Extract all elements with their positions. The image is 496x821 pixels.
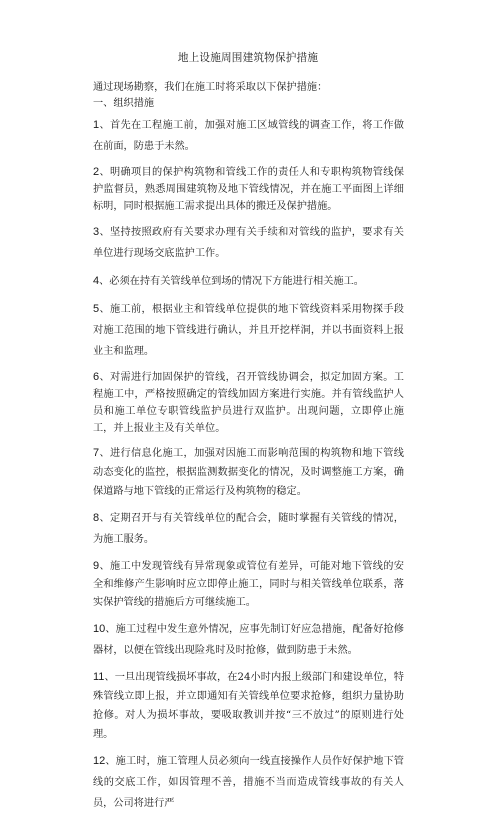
item-number: 7: [93, 447, 100, 459]
item-number: 4: [93, 275, 100, 287]
item-number: 2: [93, 166, 100, 178]
item-number: 10: [93, 623, 106, 635]
item-text: 、施工时，施工管理人员必须向一线直接操作人员作好保护地下管线的交底工作，如因管理不善，措施不当而造成管线事故的有关人员，公司将进行严: [93, 756, 404, 809]
item-text: 、进行信息化施工，加强对因施工而影响范围的构筑物和地下管线动态变化的监控，根据监测数据变化的情况，及时调整施工方案，确保道路与地下管线的正常运行及构筑物的稳定。: [93, 448, 404, 497]
item-number: 1: [93, 119, 100, 131]
item-text: 、施工前，根据业主和管线单位提供的地下管线资料采用物探手段对施工范围的地下管线进行确认，并且开挖样洞，并以书面资料上报业主和监理。: [93, 304, 404, 357]
item-text: 、必须在持有关管线单位到场的情况下方能进行相关施工。: [99, 276, 364, 287]
list-item: [93, 115, 404, 157]
item-text: 、对需进行加固保护的管线，召开管线协调会，拟定加固方案。工程施工中，严格按照确定的管线加固方案进行实施。并有管线监护人员和施工单位专职管线监护员进行双监护。出现问题，立即停止施工，并上报业主及有关单位。: [93, 372, 404, 434]
item-number: 11: [93, 671, 105, 683]
measures-list: [93, 115, 404, 821]
list-item: [93, 271, 404, 292]
list-item: [93, 369, 404, 437]
item-number: 8: [93, 512, 100, 524]
list-item: [93, 557, 404, 612]
list-item: [93, 619, 404, 661]
list-item: [93, 299, 404, 362]
item-number: 9: [93, 560, 100, 572]
document-title: 地上设施周围建筑物保护措施: [177, 52, 319, 64]
item-number: 12: [93, 755, 106, 767]
item-text: 、施工过程中发生意外情况，应事先制订好应急措施，配备好抢修器材，以便在管线出现险兆时及时抢修，做到防患于未然。: [93, 624, 404, 656]
list-item: [93, 444, 404, 501]
item-text: 、施工中发现管线有异常现象或管位有差异，可能对地下管线的安全和维修产生影响时应立即停止施工，同时与相关管线单位联系，落实保护管线的措施后方可继续施工。: [93, 561, 404, 608]
item-number: 3: [93, 226, 100, 238]
list-item: [93, 508, 404, 550]
list-item: [93, 751, 404, 814]
list-item: [93, 164, 404, 215]
document-intro: [93, 80, 403, 112]
list-item: [93, 222, 404, 264]
intro-text: 通过现场勘察，我们在施工时将采取以下保护措施：: [93, 82, 328, 93]
section-heading: 一、组织措施: [93, 98, 155, 109]
item-text: 、坚持按照政府有关要求办理有关手续和对管线的监护，要求有关单位进行现场交底监护工作。: [93, 227, 404, 259]
item-text: 、明确项目的保护构筑物和管线工作的责任人和专职构筑物管线保护监督员，熟悉周围建筑物及地下管线情况，并在施工平面图上详细标明，同时根据施工需求提出具体的搬迁及保护措施。: [93, 167, 404, 212]
item-text: 、一旦出现管线损坏事故，在24小时内报上级部门和建设单位，特殊管线立即上报，并立即通知有关管线单位要求抢修，组织力量协助抢修。对人为损坏事故，要吸取教训并按“三不放过”的原则进行处理。: [93, 672, 404, 740]
item-text: 、定期召开与有关管线单位的配合会，随时掌握有关管线的情况，为施工服务。: [93, 513, 404, 545]
item-number: 5: [93, 303, 100, 315]
item-number: 6: [93, 371, 100, 383]
item-text: 、首先在工程施工前，加强对施工区域管线的调查工作，将工作做在前面，防患于未然。: [93, 120, 404, 152]
list-item: [93, 668, 404, 744]
